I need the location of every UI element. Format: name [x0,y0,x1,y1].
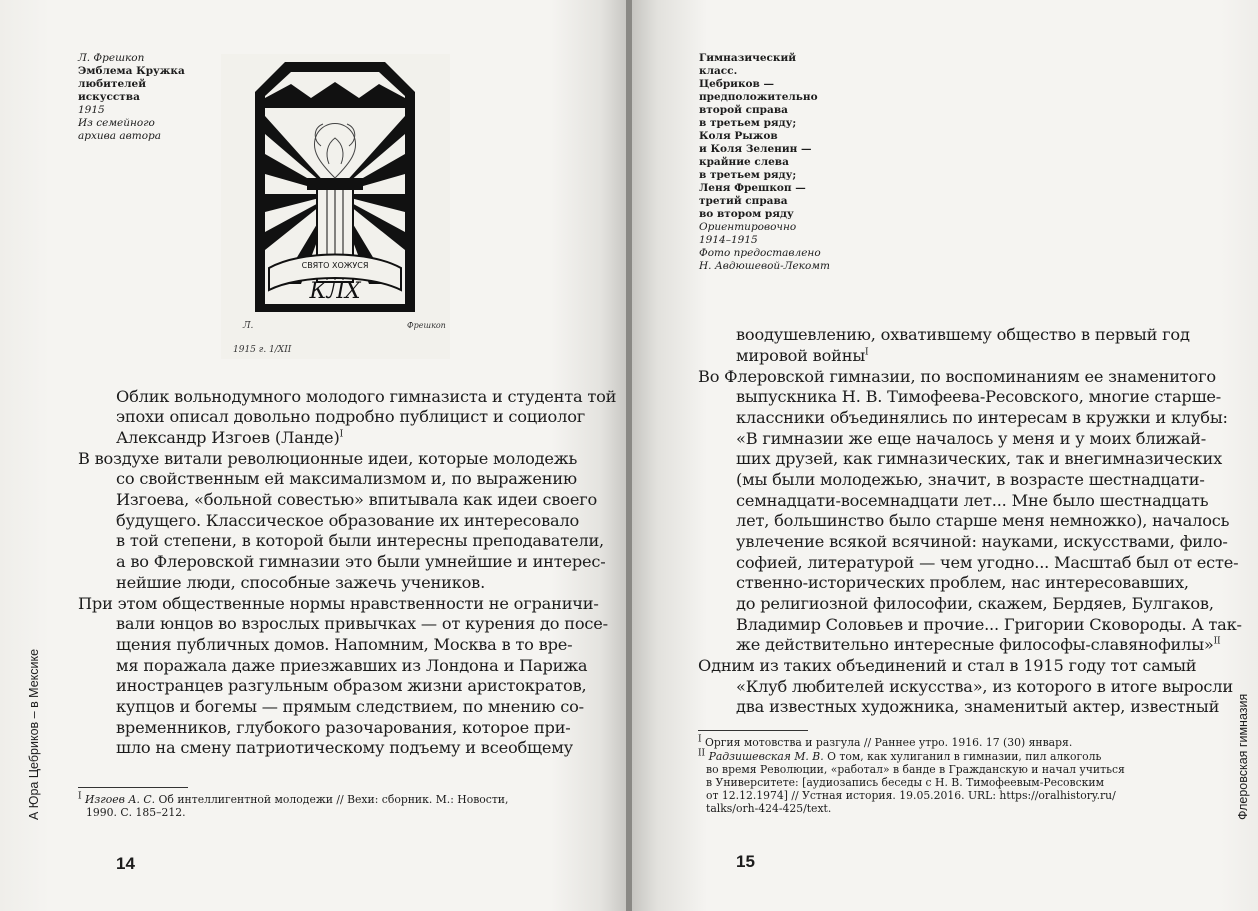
body-line: (мы были молодежью, значит, в возрасте шестнадцати- [736,470,1205,489]
caption-line: в третьем ряду; [699,169,797,181]
footnote-text: от 12.12.1974] // Устная история. 19.05.2016. URL: https://oralhistory.ru/ [706,789,1116,802]
footnote [78,793,508,806]
footnote-text: Об интеллигентной молодежи // Вехи: сборник. М.: Новости, [155,793,509,806]
footnote-author: Радзишевская М. В. [708,750,824,763]
emblem-date-note: 1915 г. 1/XII [233,345,292,355]
caption-title-3: искусства [78,91,140,103]
caption-date: 1914–1915 [699,234,758,246]
body-line: будущего. Классическое образование их интересовало [116,511,580,530]
body-line: вали юнцов во взрослых привычках — от курения до посе- [116,614,608,633]
body-line: же действительно интересные философы-славянофилы» [736,635,1214,654]
caption-credit: Н. Авдюшевой-Лекомт [699,260,830,272]
body-line: временников, глубокого разочарования, которое при- [116,718,571,737]
body-line: Владимир Соловьев и прочие... Григории Сковороды. А так- [736,615,1242,634]
footnote-rule [698,730,808,731]
body-line: шло на смену патриотическому подъему и всеобщему [116,738,573,757]
body-line-with-mark [116,428,343,449]
footnote-number: I [698,734,702,745]
caption-line: крайние слева [699,156,789,168]
photo-caption [699,52,839,273]
footnote-text: в Университете: [аудиозапись беседы с Н. В. Тимофеевым-Ресовским [706,776,1105,789]
caption-author: Л. Фрешкоп [78,52,145,64]
emblem-signature: Фрешкоп [407,321,446,330]
body-line: со свойственным ей максимализмом и, по выражению [116,469,577,488]
footnote-mark: I [339,429,343,440]
body-line: ших друзей, как гимназических, так и внегимназических [736,449,1223,468]
body-line: софией, литературой — чем угодно... Масштаб был от есте- [736,553,1239,572]
caption-year: 1915 [78,104,105,116]
caption-source-2: архива автора [78,130,162,142]
body-line: В воздухе витали революционные идеи, которые молодежь [78,449,578,468]
footnote-text: Оргия мотовства и разгула // Раннее утро. 1916. 17 (30) января. [705,736,1073,749]
footnote-text: 1990. С. 185–212. [86,806,186,819]
footnote [698,736,1072,749]
caption-line: второй справа [699,104,788,116]
body-line: мировой войны [736,346,866,365]
emblem-corner-left: Л. [243,321,254,331]
caption-title-2: любителей [78,78,147,90]
body-line: щения публичных домов. Напомним, Москва в то вре- [116,635,573,654]
footnote-text: talks/orh-424-425/text. [706,802,832,815]
body-line: иностранцев разгульным образом жизни аристократов, [116,676,587,695]
running-head: Флеровская гимназия [1236,693,1250,820]
footnote-mark: II [1213,636,1221,647]
caption-source-1: Из семейного [78,117,155,129]
emblem-drawing [221,54,450,359]
body-line: При этом общественные нормы нравственности не ограничи- [78,594,599,613]
caption-line: третий справа [699,195,788,207]
footnote-author: Изгоев А. С. [85,793,156,806]
body-line: классники объединялись по интересам в кружки и клубы: [736,408,1228,427]
body-line: эпохи описал довольно подробно публицист и социолог [116,407,586,426]
body-line: мя поражала даже приезжавших из Лондона и Парижа [116,656,588,675]
footnote-rule [78,787,188,788]
footnote-number: II [698,748,706,759]
caption-line: класс. [699,65,738,77]
emblem-caption [78,52,198,143]
body-line: до религиозной философии, скажем, Бердяев, Булгаков, [736,594,1214,613]
running-head: А Юра Цебриков – в Мексике [27,648,41,820]
page-number: 14 [116,854,135,873]
emblem-monogram: КЛХ [309,279,361,304]
body-line: а во Флеровской гимназии это были умнейшие и интерес- [116,552,606,571]
body-line: лет, большинство было старше меня немножко), началось [736,511,1230,530]
right-page [632,0,1258,911]
body-line: в той степени, в которой были интересны преподаватели, [116,531,604,550]
caption-date: Ориентировочно [699,221,797,233]
footnote [698,750,1101,763]
body-line: выпускника Н. В. Тимофеева-Ресовского, многие старше- [736,387,1222,406]
emblem-illustration [221,54,450,359]
footnote-number: I [78,791,82,802]
caption-line: Леня Фрешкоп — [699,182,806,194]
body-line: Одним из таких объединений и стал в 1915 году тот самый [698,656,1197,675]
body-line: два известных художника, знаменитый актер, известный [736,697,1220,716]
caption-line: Цебриков — [699,78,774,90]
body-line: увлечение всякой всячиной: науками, искусствами, фило- [736,532,1228,551]
body-line: Изгоева, «больной совестью» впитывала как идеи своего [116,490,598,509]
footnote-text: во время Революции, «работал» в банде в Гражданскую и начал учиться [706,763,1125,776]
caption-title-1: Эмблема Кружка [78,65,185,77]
body-line-with-mark [736,635,1220,656]
footnote-text: О том, как хулиганил в гимназии, пил алкоголь [823,750,1102,763]
body-line-with-mark [736,346,868,367]
caption-line: во втором ряду [699,208,794,220]
body-line: Облик вольнодумного молодого гимназиста и студента той [116,387,617,406]
emblem-band-text: СВЯТО ХОЖУСЯ [301,261,369,270]
body-line: воодушевлению, охватившему общество в первый год [736,325,1190,344]
page-number: 15 [736,852,755,871]
caption-line: Коля Рыжов [699,130,778,142]
body-line: «В гимназии же еще началось у меня и у моих ближай- [736,429,1207,448]
caption-line: предположительно [699,91,818,103]
body-line: Во Флеровской гимназии, по воспоминаниям ее знаменитого [698,367,1216,386]
caption-line: Гимназический [699,52,797,64]
body-line: нейшие люди, способные зажечь учеников. [116,573,486,592]
footnote-mark: I [865,347,869,358]
body-line: Александр Изгоев (Ланде) [116,428,340,447]
caption-line: и Коля Зеленин — [699,143,812,155]
body-line: семнадцати-восемнадцати лет... Мне было шестнадцать [736,491,1209,510]
body-line: ственно-исторических проблем, нас интересовавших, [736,573,1189,592]
body-line: «Клуб любителей искусства», из которого в итоге выросли [736,677,1233,696]
left-page [0,0,626,911]
caption-credit: Фото предоставлено [699,247,821,259]
caption-line: в третьем ряду; [699,117,797,129]
body-line: купцов и богемы — прямым следствием, по мнению со- [116,697,584,716]
